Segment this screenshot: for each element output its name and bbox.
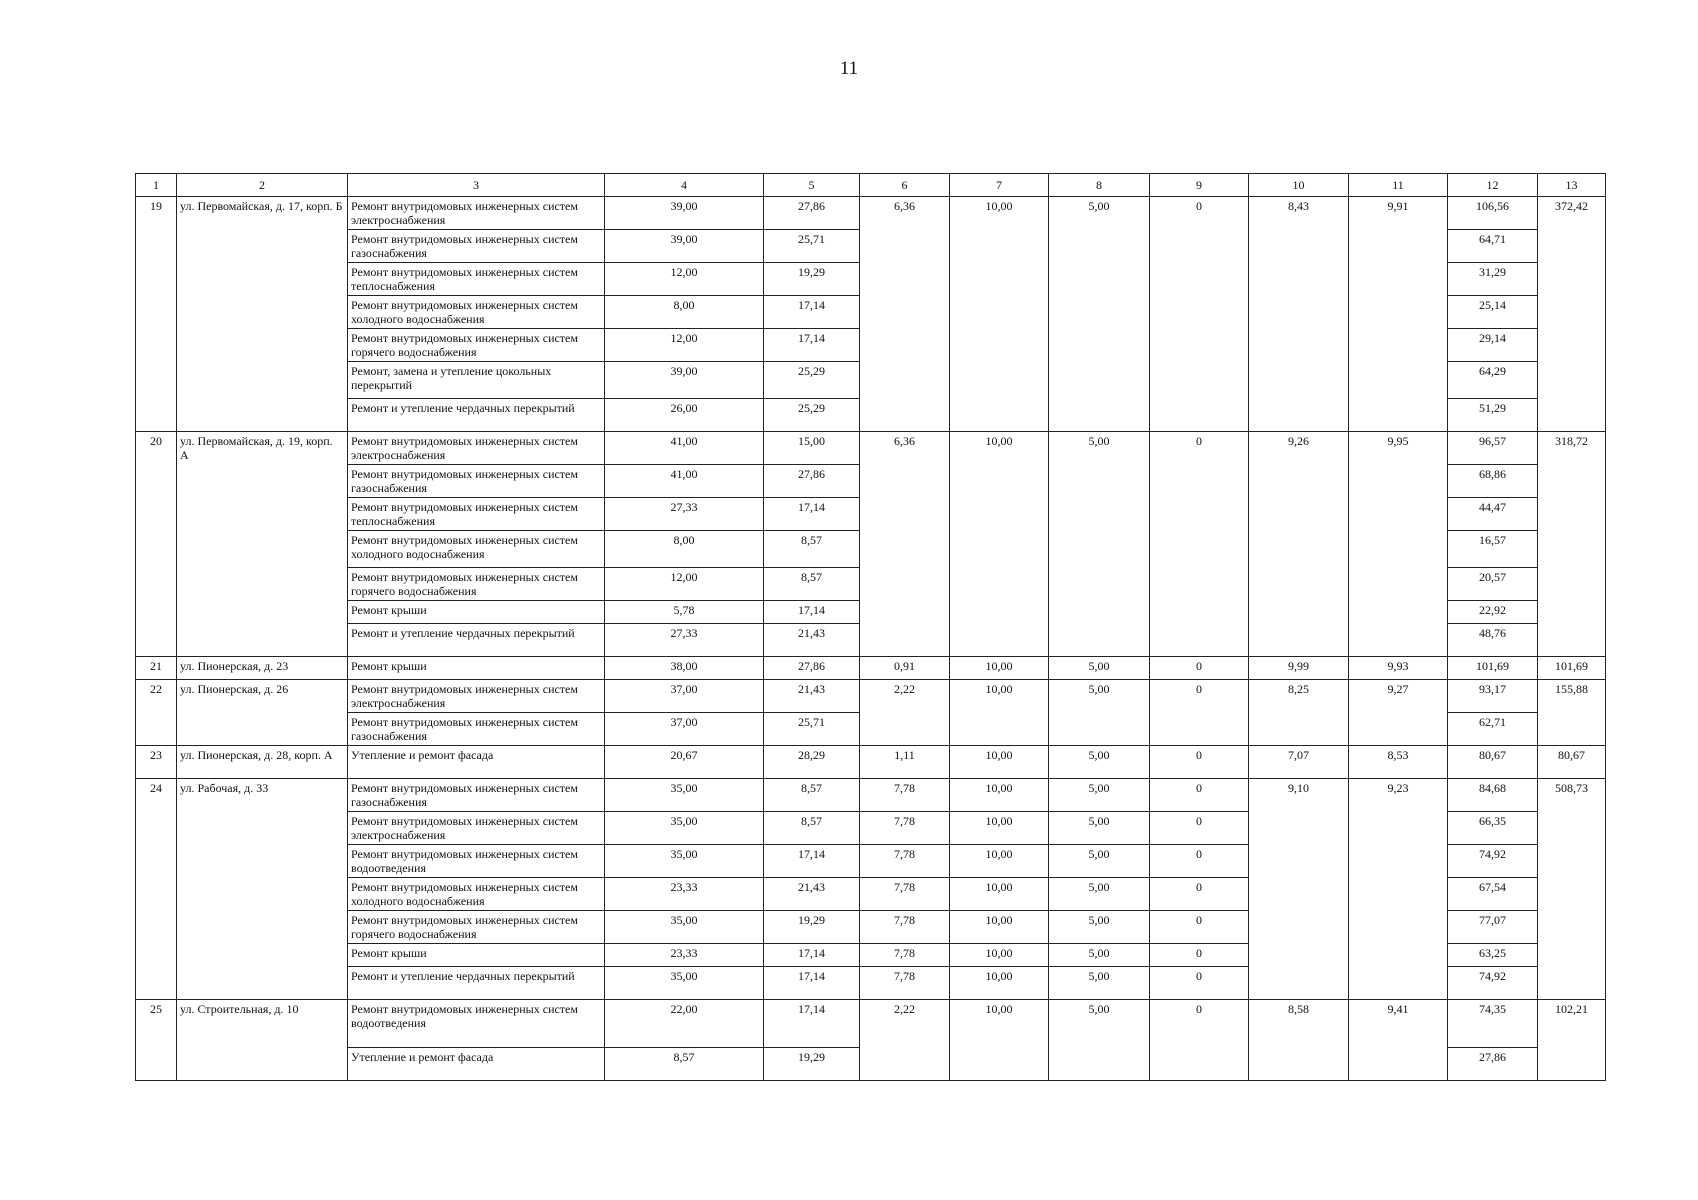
value-col8: 5,00 [1049, 967, 1150, 1000]
work-type-cell: Ремонт внутридомовых инженерных систем газоснабжения [348, 230, 605, 263]
value-col6: 6,36 [860, 197, 950, 432]
value-col9: 0 [1150, 812, 1249, 845]
table-row [136, 432, 1606, 465]
value-col6: 0,91 [860, 657, 950, 680]
value-col7: 10,00 [950, 878, 1049, 911]
table-row [136, 746, 1606, 779]
col-header-4: 4 [605, 174, 764, 197]
value-col5: 17,14 [764, 845, 860, 878]
value-col4: 37,00 [605, 680, 764, 713]
value-col6: 7,78 [860, 845, 950, 878]
work-type-cell: Ремонт внутридомовых инженерных систем газоснабжения [348, 713, 605, 746]
value-col10: 7,07 [1249, 746, 1349, 779]
value-col4: 35,00 [605, 911, 764, 944]
value-col4: 8,00 [605, 531, 764, 568]
table-row [136, 779, 1606, 812]
value-col9: 0 [1150, 967, 1249, 1000]
value-col9: 0 [1150, 878, 1249, 911]
address-cell: ул. Пионерская, д. 23 [177, 657, 348, 680]
value-col5: 25,71 [764, 713, 860, 746]
value-col8: 5,00 [1049, 878, 1150, 911]
work-type-cell: Ремонт внутридомовых инженерных систем горячего водоснабжения [348, 329, 605, 362]
col-header-1: 1 [136, 174, 177, 197]
value-col5: 17,14 [764, 944, 860, 967]
value-col4: 39,00 [605, 197, 764, 230]
value-col4: 20,67 [605, 746, 764, 779]
value-col4: 12,00 [605, 329, 764, 362]
value-col7: 10,00 [950, 680, 1049, 746]
value-col12: 101,69 [1448, 657, 1538, 680]
value-col6: 7,78 [860, 779, 950, 812]
address-cell: ул. Пионерская, д. 28, корп. А [177, 746, 348, 779]
value-col7: 10,00 [950, 746, 1049, 779]
col-header-11: 11 [1349, 174, 1448, 197]
value-col8: 5,00 [1049, 432, 1150, 657]
value-col8: 5,00 [1049, 812, 1150, 845]
table-row [136, 197, 1606, 230]
col-header-8: 8 [1049, 174, 1150, 197]
value-col11: 9,23 [1349, 779, 1448, 1000]
value-col13-total: 101,69 [1538, 657, 1606, 680]
value-col5: 19,29 [764, 911, 860, 944]
value-col12: 64,71 [1448, 230, 1538, 263]
value-col4: 35,00 [605, 967, 764, 1000]
value-col12: 93,17 [1448, 680, 1538, 713]
col-header-10: 10 [1249, 174, 1349, 197]
value-col7: 10,00 [950, 197, 1049, 432]
work-type-cell: Утепление и ремонт фасада [348, 1048, 605, 1081]
col-header-5: 5 [764, 174, 860, 197]
value-col5: 28,29 [764, 746, 860, 779]
value-col5: 8,57 [764, 568, 860, 601]
work-type-cell: Ремонт, замена и утепление цокольных перекрытий [348, 362, 605, 399]
row-number: 22 [136, 680, 177, 746]
value-col12: 29,14 [1448, 329, 1538, 362]
value-col12: 51,29 [1448, 399, 1538, 432]
value-col9: 0 [1150, 197, 1249, 432]
value-col4: 37,00 [605, 713, 764, 746]
value-col4: 27,33 [605, 498, 764, 531]
value-col4: 12,00 [605, 568, 764, 601]
value-col9: 0 [1150, 779, 1249, 812]
work-type-cell: Ремонт внутридомовых инженерных систем холодного водоснабжения [348, 878, 605, 911]
value-col7: 10,00 [950, 911, 1049, 944]
value-col9: 0 [1150, 680, 1249, 746]
value-col7: 10,00 [950, 779, 1049, 812]
address-cell: ул. Первомайская, д. 19, корп. А [177, 432, 348, 657]
value-col12: 20,57 [1448, 568, 1538, 601]
value-col4: 27,33 [605, 624, 764, 657]
address-cell: ул. Рабочая, д. 33 [177, 779, 348, 1000]
value-col4: 8,00 [605, 296, 764, 329]
value-col12: 68,86 [1448, 465, 1538, 498]
value-col6: 1,11 [860, 746, 950, 779]
col-header-12: 12 [1448, 174, 1538, 197]
work-type-cell: Ремонт и утепление чердачных перекрытий [348, 399, 605, 432]
value-col5: 17,14 [764, 967, 860, 1000]
work-type-cell: Ремонт и утепление чердачных перекрытий [348, 967, 605, 1000]
value-col9: 0 [1150, 911, 1249, 944]
work-type-cell: Ремонт внутридомовых инженерных систем водоотведения [348, 845, 605, 878]
row-number: 24 [136, 779, 177, 1000]
repair-cost-table [135, 173, 1606, 1081]
col-header-3: 3 [348, 174, 605, 197]
value-col9: 0 [1150, 746, 1249, 779]
value-col11: 9,93 [1349, 657, 1448, 680]
value-col12: 66,35 [1448, 812, 1538, 845]
value-col5: 27,86 [764, 657, 860, 680]
value-col10: 8,43 [1249, 197, 1349, 432]
value-col10: 9,99 [1249, 657, 1349, 680]
work-type-cell: Ремонт крыши [348, 601, 605, 624]
value-col8: 5,00 [1049, 197, 1150, 432]
col-header-6: 6 [860, 174, 950, 197]
value-col12: 106,56 [1448, 197, 1538, 230]
value-col9: 0 [1150, 944, 1249, 967]
work-type-cell: Ремонт и утепление чердачных перекрытий [348, 624, 605, 657]
work-type-cell: Ремонт внутридомовых инженерных систем электроснабжения [348, 432, 605, 465]
value-col6: 7,78 [860, 967, 950, 1000]
value-col5: 8,57 [764, 779, 860, 812]
value-col4: 23,33 [605, 878, 764, 911]
value-col7: 10,00 [950, 812, 1049, 845]
value-col9: 0 [1150, 845, 1249, 878]
value-col9: 0 [1150, 657, 1249, 680]
value-col7: 10,00 [950, 845, 1049, 878]
value-col5: 25,29 [764, 362, 860, 399]
value-col11: 9,91 [1349, 197, 1448, 432]
value-col11: 9,27 [1349, 680, 1448, 746]
col-header-9: 9 [1150, 174, 1249, 197]
work-type-cell: Ремонт внутридомовых инженерных систем холодного водоснабжения [348, 531, 605, 568]
value-col8: 5,00 [1049, 845, 1150, 878]
address-cell: ул. Пионерская, д. 26 [177, 680, 348, 746]
value-col4: 35,00 [605, 845, 764, 878]
repair-cost-table-container [135, 173, 1605, 1081]
value-col13-total: 155,88 [1538, 680, 1606, 746]
value-col12: 80,67 [1448, 746, 1538, 779]
value-col12: 74,92 [1448, 967, 1538, 1000]
row-number: 25 [136, 1000, 177, 1081]
value-col6: 7,78 [860, 911, 950, 944]
work-type-cell: Ремонт внутридомовых инженерных систем холодного водоснабжения [348, 296, 605, 329]
value-col5: 25,71 [764, 230, 860, 263]
work-type-cell: Ремонт внутридомовых инженерных систем горячего водоснабжения [348, 911, 605, 944]
work-type-cell: Ремонт внутридомовых инженерных систем теплоснабжения [348, 263, 605, 296]
work-type-cell: Ремонт внутридомовых инженерных систем электроснабжения [348, 197, 605, 230]
value-col12: 84,68 [1448, 779, 1538, 812]
value-col12: 48,76 [1448, 624, 1538, 657]
value-col11: 8,53 [1349, 746, 1448, 779]
value-col6: 2,22 [860, 1000, 950, 1081]
row-number: 23 [136, 746, 177, 779]
value-col12: 74,35 [1448, 1000, 1538, 1048]
value-col4: 39,00 [605, 230, 764, 263]
value-col12: 62,71 [1448, 713, 1538, 746]
value-col12: 96,57 [1448, 432, 1538, 465]
value-col5: 19,29 [764, 263, 860, 296]
table-row [136, 657, 1606, 680]
value-col12: 16,57 [1448, 531, 1538, 568]
work-type-cell: Утепление и ремонт фасада [348, 746, 605, 779]
value-col4: 8,57 [605, 1048, 764, 1081]
value-col4: 5,78 [605, 601, 764, 624]
value-col5: 25,29 [764, 399, 860, 432]
value-col4: 12,00 [605, 263, 764, 296]
value-col8: 5,00 [1049, 1000, 1150, 1081]
work-type-cell: Ремонт крыши [348, 944, 605, 967]
value-col8: 5,00 [1049, 779, 1150, 812]
value-col4: 26,00 [605, 399, 764, 432]
value-col8: 5,00 [1049, 746, 1150, 779]
column-number-row [136, 174, 1606, 197]
value-col6: 2,22 [860, 680, 950, 746]
value-col12: 63,25 [1448, 944, 1538, 967]
col-header-13: 13 [1538, 174, 1606, 197]
value-col12: 27,86 [1448, 1048, 1538, 1081]
row-number: 20 [136, 432, 177, 657]
value-col5: 17,14 [764, 296, 860, 329]
table-row [136, 680, 1606, 713]
value-col13-total: 318,72 [1538, 432, 1606, 657]
value-col5: 8,57 [764, 531, 860, 568]
value-col10: 8,25 [1249, 680, 1349, 746]
value-col10: 9,10 [1249, 779, 1349, 1000]
address-cell: ул. Первомайская, д. 17, корп. Б [177, 197, 348, 432]
value-col7: 10,00 [950, 1000, 1049, 1081]
col-header-2: 2 [177, 174, 348, 197]
value-col12: 44,47 [1448, 498, 1538, 531]
value-col13-total: 80,67 [1538, 746, 1606, 779]
work-type-cell: Ремонт внутридомовых инженерных систем электроснабжения [348, 680, 605, 713]
value-col5: 21,43 [764, 624, 860, 657]
value-col4: 41,00 [605, 465, 764, 498]
value-col13-total: 102,21 [1538, 1000, 1606, 1081]
col-header-7: 7 [950, 174, 1049, 197]
work-type-cell: Ремонт внутридомовых инженерных систем электроснабжения [348, 812, 605, 845]
value-col5: 19,29 [764, 1048, 860, 1081]
value-col7: 10,00 [950, 432, 1049, 657]
value-col10: 8,58 [1249, 1000, 1349, 1081]
value-col7: 10,00 [950, 967, 1049, 1000]
value-col12: 64,29 [1448, 362, 1538, 399]
value-col5: 27,86 [764, 465, 860, 498]
value-col8: 5,00 [1049, 911, 1150, 944]
work-type-cell: Ремонт внутридомовых инженерных систем водоотведения [348, 1000, 605, 1048]
value-col8: 5,00 [1049, 944, 1150, 967]
value-col12: 31,29 [1448, 263, 1538, 296]
value-col5: 21,43 [764, 680, 860, 713]
value-col5: 27,86 [764, 197, 860, 230]
value-col11: 9,41 [1349, 1000, 1448, 1081]
value-col10: 9,26 [1249, 432, 1349, 657]
value-col5: 17,14 [764, 601, 860, 624]
value-col9: 0 [1150, 1000, 1249, 1081]
row-number: 21 [136, 657, 177, 680]
value-col5: 15,00 [764, 432, 860, 465]
value-col11: 9,95 [1349, 432, 1448, 657]
page-number: 11 [839, 58, 859, 79]
value-col4: 38,00 [605, 657, 764, 680]
value-col6: 6,36 [860, 432, 950, 657]
value-col8: 5,00 [1049, 657, 1150, 680]
value-col4: 35,00 [605, 779, 764, 812]
value-col8: 5,00 [1049, 680, 1150, 746]
value-col4: 39,00 [605, 362, 764, 399]
value-col12: 22,92 [1448, 601, 1538, 624]
row-number: 19 [136, 197, 177, 432]
value-col12: 77,07 [1448, 911, 1538, 944]
value-col5: 17,14 [764, 1000, 860, 1048]
value-col12: 67,54 [1448, 878, 1538, 911]
value-col4: 35,00 [605, 812, 764, 845]
value-col9: 0 [1150, 432, 1249, 657]
work-type-cell: Ремонт внутридомовых инженерных систем горячего водоснабжения [348, 568, 605, 601]
value-col4: 41,00 [605, 432, 764, 465]
work-type-cell: Ремонт внутридомовых инженерных систем теплоснабжения [348, 498, 605, 531]
value-col6: 7,78 [860, 944, 950, 967]
value-col4: 23,33 [605, 944, 764, 967]
value-col12: 25,14 [1448, 296, 1538, 329]
address-cell: ул. Строительная, д. 10 [177, 1000, 348, 1081]
value-col6: 7,78 [860, 812, 950, 845]
value-col6: 7,78 [860, 878, 950, 911]
value-col13-total: 508,73 [1538, 779, 1606, 1000]
value-col4: 22,00 [605, 1000, 764, 1048]
value-col7: 10,00 [950, 657, 1049, 680]
work-type-cell: Ремонт крыши [348, 657, 605, 680]
value-col5: 17,14 [764, 329, 860, 362]
work-type-cell: Ремонт внутридомовых инженерных систем газоснабжения [348, 465, 605, 498]
value-col5: 17,14 [764, 498, 860, 531]
work-type-cell: Ремонт внутридомовых инженерных систем газоснабжения [348, 779, 605, 812]
value-col5: 8,57 [764, 812, 860, 845]
table-row [136, 1000, 1606, 1048]
value-col12: 74,92 [1448, 845, 1538, 878]
value-col5: 21,43 [764, 878, 860, 911]
value-col13-total: 372,42 [1538, 197, 1606, 432]
value-col7: 10,00 [950, 944, 1049, 967]
